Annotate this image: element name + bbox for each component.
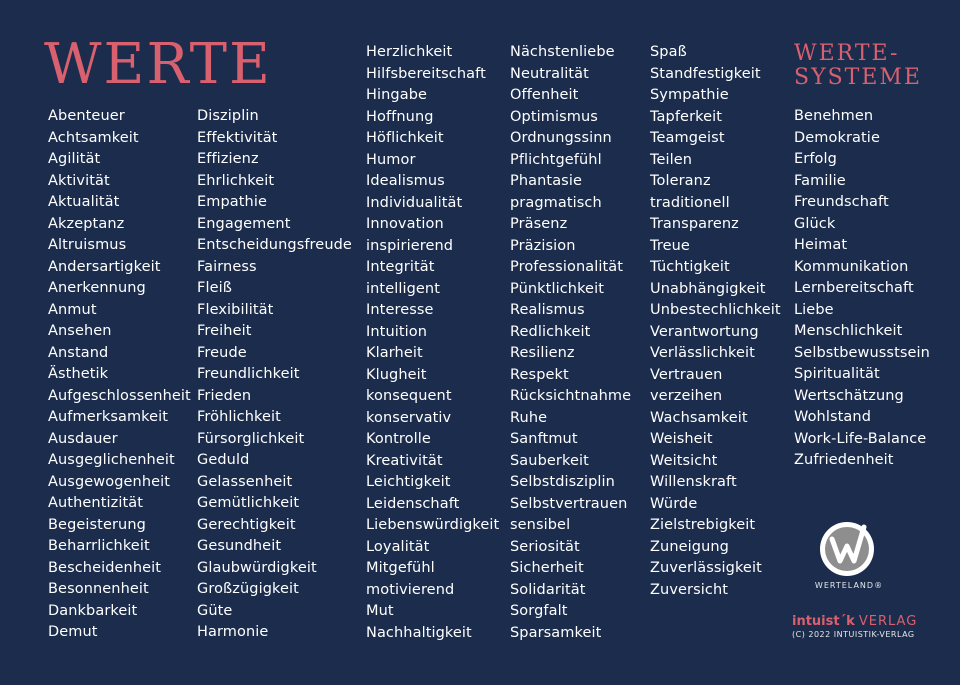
value-item: Herzlichkeit: [366, 44, 453, 60]
value-item: Fröhlichkeit: [197, 409, 281, 425]
value-item: Resilienz: [510, 345, 575, 361]
value-item: Güte: [197, 602, 233, 619]
value-item: Freundlichkeit: [197, 366, 300, 382]
value-item: Agilität: [48, 151, 101, 167]
value-item: Lernbereitschaft: [794, 280, 914, 296]
value-item: Ausgewogenheit: [48, 473, 171, 490]
value-item: motivierend: [366, 581, 455, 598]
value-item: Zufriedenheit: [794, 452, 894, 468]
value-item: Humor: [366, 151, 416, 168]
value-item: Leidenschaft: [366, 495, 460, 512]
value-item: Wachsamkeit: [650, 409, 748, 426]
value-item: Ehrlichkeit: [197, 172, 275, 189]
value-item: Höflichkeit: [366, 130, 444, 146]
value-item: Gemütlichkeit: [197, 495, 300, 511]
systems-title-line1: WERTE-: [794, 41, 900, 66]
value-item: Würde: [650, 495, 698, 512]
value-item: Besonnenheit: [48, 581, 149, 597]
value-item: verzeihen: [650, 388, 723, 404]
value-item: Anerkennung: [48, 280, 146, 296]
value-item: Sauberkeit: [510, 452, 589, 469]
value-item: Beharrlichkeit: [48, 538, 150, 554]
value-item: Interesse: [366, 302, 434, 318]
values-column-3: [366, 42, 499, 644]
value-item: Leichtigkeit: [366, 474, 451, 490]
values-column-5: [650, 42, 781, 601]
value-item: Respekt: [510, 366, 569, 383]
values-column-1: [48, 106, 191, 644]
value-item: Andersartigkeit: [48, 258, 161, 275]
value-item: Demokratie: [794, 129, 880, 146]
value-item: Individualität: [366, 194, 463, 211]
value-item: Altruismus: [48, 237, 127, 253]
value-item: Idealismus: [366, 173, 445, 189]
value-item: Freundschaft: [794, 194, 889, 210]
value-item: Unbestechlichkeit: [650, 302, 781, 318]
value-item: Aktualität: [48, 194, 120, 210]
value-item: Liebenswürdigkeit: [366, 517, 500, 533]
value-item: Redlichkeit: [510, 323, 591, 340]
publisher-name-part1: intuist´k: [792, 614, 855, 629]
value-item: Professionalität: [510, 259, 624, 275]
value-item: Mut: [366, 603, 394, 619]
value-item: Selbstbewusstsein: [794, 344, 930, 361]
value-item: Entscheidungsfreude: [197, 237, 352, 253]
value-item: Empathie: [197, 194, 268, 210]
value-item: Erfolg: [794, 151, 837, 167]
value-item: Effizienz: [197, 151, 259, 167]
value-item: Wohlstand: [794, 409, 871, 425]
value-item: inspirierend: [366, 237, 454, 254]
logo-label: WERTELAND®: [814, 581, 884, 590]
value-item: Tapferkeit: [650, 108, 723, 125]
value-item: Sorgfalt: [510, 603, 568, 619]
value-item: Sparsamkeit: [510, 624, 602, 641]
value-item: Kommunikation: [794, 258, 909, 275]
value-item: Pflichtgefühl: [510, 151, 602, 168]
value-item: Achtsamkeit: [48, 129, 139, 146]
value-item: Spiritualität: [794, 366, 880, 382]
systems-title: [794, 42, 922, 90]
value-item: Aufgeschlossenheit: [48, 387, 191, 404]
value-item: sensibel: [510, 517, 571, 533]
value-item: Glaubwürdigkeit: [197, 559, 317, 576]
value-item: Ästhetik: [48, 366, 109, 382]
value-item: Kreativität: [366, 452, 443, 469]
value-item: Selbstvertrauen: [510, 495, 628, 512]
value-item: Phantasie: [510, 173, 582, 189]
value-item: Glück: [794, 215, 836, 232]
value-item: Fürsorglichkeit: [197, 430, 305, 447]
value-item: Willenskraft: [650, 474, 737, 490]
value-item: Geduld: [197, 452, 250, 468]
value-item: Zielstrebigkeit: [650, 517, 756, 533]
value-item: Ruhe: [510, 409, 548, 426]
value-item: Fairness: [197, 258, 257, 275]
value-item: Frieden: [197, 387, 252, 404]
value-item: konsequent: [366, 388, 452, 404]
value-systems-column: [794, 106, 930, 472]
value-item: Transparenz: [650, 216, 739, 232]
value-item: Hoffnung: [366, 108, 434, 125]
value-item: Weitsicht: [650, 452, 718, 469]
value-item: Fleiß: [197, 280, 232, 296]
value-item: Selbstdisziplin: [510, 474, 615, 490]
value-item: Begeisterung: [48, 516, 146, 533]
value-item: Aktivität: [48, 172, 110, 189]
value-item: Dankbarkeit: [48, 602, 138, 619]
value-item: Aufmerksamkeit: [48, 409, 169, 425]
value-item: Solidarität: [510, 581, 586, 598]
value-item: Klarheit: [366, 345, 423, 361]
value-item: Seriosität: [510, 538, 580, 555]
value-item: Bescheidenheit: [48, 559, 162, 576]
value-item: Disziplin: [197, 108, 259, 124]
value-item: Sympathie: [650, 87, 729, 103]
value-item: Neutralität: [510, 65, 589, 82]
value-item: Engagement: [197, 215, 291, 232]
value-item: Treue: [650, 237, 690, 254]
value-item: Sicherheit: [510, 560, 584, 576]
value-item: pragmatisch: [510, 194, 602, 211]
value-item: Benehmen: [794, 108, 874, 124]
value-item: Familie: [794, 172, 846, 189]
value-item: Hilfsbereitschaft: [366, 65, 486, 82]
value-item: Wertschätzung: [794, 387, 904, 404]
werteland-w-logo-icon: [817, 515, 881, 579]
value-item: Effektivität: [197, 129, 278, 146]
value-item: Toleranz: [650, 173, 711, 189]
value-item: Heimat: [794, 237, 848, 253]
value-item: Vertrauen: [650, 366, 723, 383]
value-item: Ansehen: [48, 323, 112, 339]
value-item: Demut: [48, 624, 98, 640]
value-item: Präsenz: [510, 216, 568, 232]
value-item: Work-Life-Balance: [794, 430, 927, 447]
value-item: Teilen: [650, 151, 693, 168]
value-item: Offenheit: [510, 87, 579, 103]
value-item: Akzeptanz: [48, 215, 125, 232]
value-item: Verlässlichkeit: [650, 345, 755, 361]
value-item: Gerechtigkeit: [197, 516, 296, 533]
value-item: Anmut: [48, 301, 97, 318]
value-item: Ausgeglichenheit: [48, 452, 175, 468]
value-item: Ordnungssinn: [510, 130, 612, 146]
value-item: Sanftmut: [510, 431, 578, 447]
value-item: Weisheit: [650, 431, 713, 447]
value-item: Loyalität: [366, 538, 430, 555]
value-item: Authentizität: [48, 495, 144, 511]
value-item: Klugheit: [366, 366, 427, 383]
value-item: Zuversicht: [650, 581, 729, 598]
value-item: Anstand: [48, 344, 109, 361]
value-item: Flexibilität: [197, 301, 274, 318]
value-item: Großzügigkeit: [197, 581, 299, 597]
value-item: Freude: [197, 344, 247, 361]
value-item: Optimismus: [510, 108, 598, 125]
werteland-logo: [804, 515, 894, 590]
value-item: Integrität: [366, 259, 435, 275]
value-item: Tüchtigkeit: [650, 259, 730, 275]
value-item: Gesundheit: [197, 538, 282, 554]
value-item: Verantwortung: [650, 323, 759, 340]
value-item: Zuverlässigkeit: [650, 560, 762, 576]
value-item: Innovation: [366, 216, 444, 232]
copyright-notice: (C) 2022 INTUISTIK-VERLAG: [792, 630, 915, 639]
publisher-name: [792, 614, 917, 629]
value-item: traditionell: [650, 194, 730, 211]
value-item: Standfestigkeit: [650, 65, 761, 82]
value-item: Abenteuer: [48, 108, 125, 124]
value-item: Freiheit: [197, 323, 252, 339]
value-item: konservativ: [366, 409, 452, 426]
publisher-name-part2: VERLAG: [858, 614, 918, 629]
value-item: Menschlichkeit: [794, 323, 903, 339]
values-column-4: [510, 42, 631, 644]
value-item: Unabhängigkeit: [650, 280, 766, 297]
value-item: Rücksichtnahme: [510, 388, 632, 404]
systems-title-line2: SYSTEME: [794, 65, 922, 90]
value-item: Realismus: [510, 302, 585, 318]
value-item: Nachhaltigkeit: [366, 624, 472, 641]
value-item: Ausdauer: [48, 430, 118, 447]
value-item: Nächstenliebe: [510, 44, 615, 60]
page-title: WERTE: [44, 32, 272, 97]
value-item: Harmonie: [197, 624, 269, 640]
value-item: Mitgefühl: [366, 560, 435, 576]
value-item: Teamgeist: [650, 130, 725, 146]
value-item: Intuition: [366, 323, 428, 340]
value-item: Liebe: [794, 301, 834, 318]
value-item: Gelassenheit: [197, 473, 293, 490]
value-item: Zuneigung: [650, 538, 729, 555]
value-item: intelligent: [366, 280, 441, 297]
value-item: Pünktlichkeit: [510, 280, 604, 297]
value-item: Präzision: [510, 237, 576, 254]
value-item: Hingabe: [366, 87, 428, 103]
value-item: Spaß: [650, 44, 687, 60]
value-item: Kontrolle: [366, 431, 431, 447]
values-column-2: [197, 106, 352, 644]
